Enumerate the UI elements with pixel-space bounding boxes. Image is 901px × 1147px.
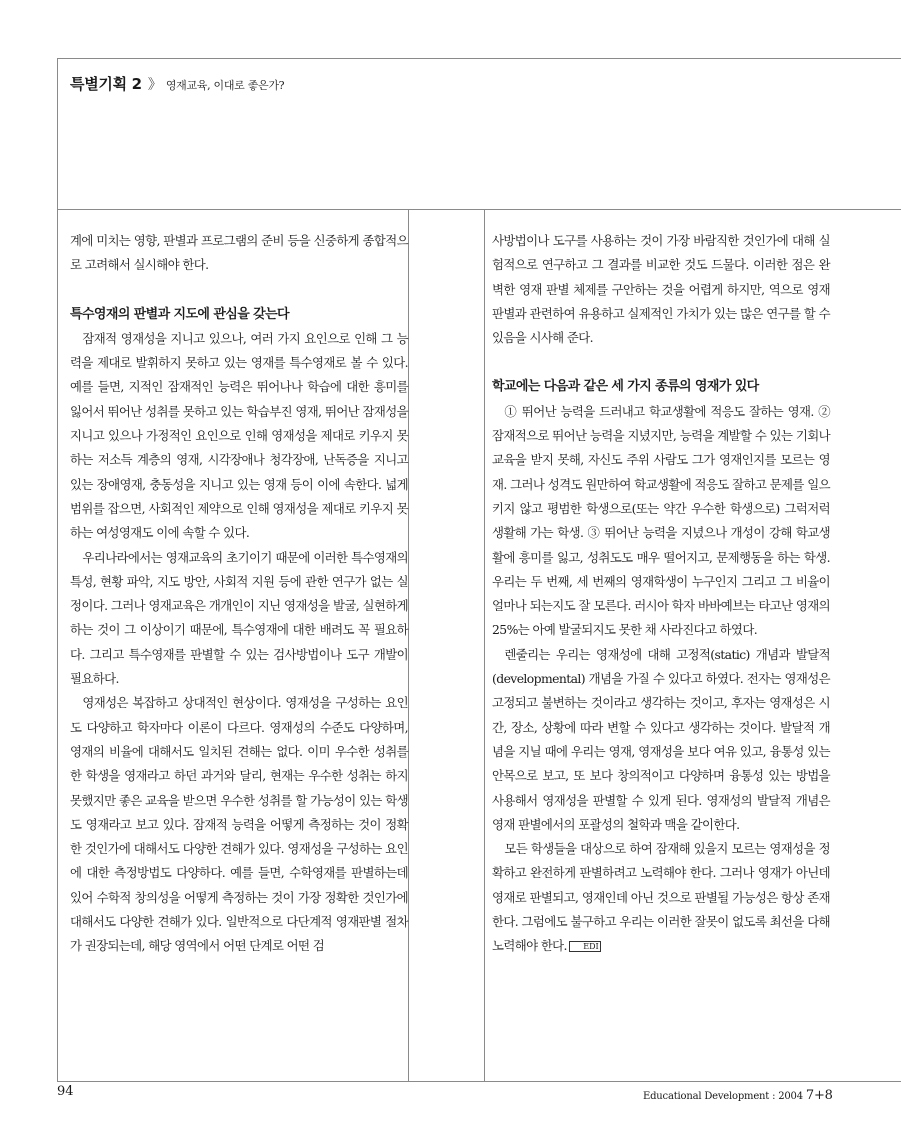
paragraph: 우리나라에서는 영재교육의 초기이기 때문에 이러한 특수영재의 특성, 현황 파악, 지도 방안, 사회적 지원 등에 관한 연구가 없는 실정이다. 그러나 영재교육은 개개인이 지닌 영재성을 발굴, 실현하게 하는 것이 그 이상이기 때문에, 특수영재에 대한 배려도 꼭 필요하다. 그리고 특수영재를 판별할 수 있는 검사방법이나 도구 개발이 필요하다.: [70, 549, 408, 687]
bottom-rule: [57, 1081, 901, 1082]
paragraph: ① 뛰어난 능력을 드러내고 학교생활에 적응도 잘하는 영재. ② 잠재적으로 뛰어난 능력을 지녔지만, 능력을 계발할 수 있는 기회나 교육을 받지 못해, 자신도 주위 사람도 그가 영재인지를 모르는 영재. 그러나 성격도 원만하여 학교생활에 적응도 잘하고 문제를 일으키지 않고 평범한 학생으로(또는 약간 우수한 학생으로) 그럭저럭 생활해 가는 학생. ③ 뛰어난 능력을 지녔으나 개성이 강해 학교생활에 흥미를 잃고, 성취도도 매우 떨어지고, 문제행동을 하는 학생. 우리는 두 번째, 세 번째의 영재학생이 누구인지 그리고 그 비율이 얼마나 되는지도 잘 모른다. 러시아 학자 바바예브는 타고난 영재의 25%는 아예 발굴되지도 못한 채 사라진다고 하였다.: [492, 403, 830, 638]
left-frame-rule: [57, 58, 58, 1081]
paragraph: 영재성은 복잡하고 상대적인 현상이다. 영재성을 구성하는 요인도 다양하고 학자마다 이론이 다르다. 영재성의 수준도 다양하며, 영재의 비율에 대해서도 일치된 견해는 없다. 이미 우수한 성취를 한 학생을 영재라고 하던 과거와 달리, 현재는 우수한 성취는 하지 못했지만 좋은 교육을 받으면 우수한 성취를 할 가능성이 있는 학생도 영재라고 보고 있다. 잠재적 능력을 어떻게 측정하는 것이 정확한 것인가에 대해서도 다양한 견해가 있다. 영재성을 구성하는 요인에 대한 측정방법도 다양하다. 예를 들면, 수학영재를 판별하는데 있어 수학적 창의성을 어떻게 측정하는 것이 가장 정확한 것인가에 대해서도 다양한 견해가 있다. 일반적으로 다단계적 영재판별 절차가 권장되는데, 해당 영역에서 어떤 단계로 어떤 검: [70, 695, 408, 954]
left-column: [70, 229, 408, 959]
journal-footer: [643, 1088, 833, 1103]
issue-number: 7+8: [805, 1088, 833, 1103]
paragraph: 렌줄리는 우리는 영재성에 대해 고정적(static) 개념과 발달적(developmental) 개념을 가질 수 있다고 하였다. 전자는 영재성은 고정되고 불변하는 것이라고 생각하는 것이고, 후자는 영재성은 시간, 장소, 상황에 따라 변할 수 있다고 생각하는 것이다. 발달적 개념을 지닐 때에 우리는 영재, 영재성을 보다 여유 있고, 융통성 있는 안목으로 보고, 또 보다 창의적이고 다양하며 융통성 있는 방법을 사용해서 영재성을 판별할 수 있게 된다. 영재성의 발달적 개념은 영재 판별에서의 포괄성의 철학과 맥을 같이한다.: [492, 646, 830, 832]
end-mark-icon: EDI: [569, 941, 601, 952]
column-rule-right: [484, 209, 485, 1081]
paragraph-final: [492, 837, 830, 958]
topic-title: 영재교육, 이대로 좋은가?: [165, 79, 285, 92]
paragraph: 잠재적 영재성을 지니고 있으나, 여러 가지 요인으로 인해 그 능력을 제대로 발휘하지 못하고 있는 영재를 특수영재로 볼 수 있다. 예를 들면, 지적인 잠재적인 능력은 뛰어나나 학습에 대한 흥미를 잃어서 뛰어난 성취를 못하고 있는 학습부진 영재, 뛰어난 잠재성을 지니고 있으나 가정적인 요인으로 인해 영재성을 제대로 키우지 못하는 저소득 계층의 영재, 시각장애나 청각장애, 난독증을 지니고 있는 장애영재, 충동성을 지니고 있는 영재 등이 이에 속한다. 넓게 범위를 잡으면, 사회적인 제약으로 인해 영재성을 제대로 키우지 못하는 여성영재도 이에 속할 수 있다.: [70, 330, 408, 541]
right-column: [492, 229, 830, 959]
page-number: 94: [57, 1084, 74, 1099]
header-bottom-rule: [57, 209, 901, 210]
column-rule-left: [408, 209, 409, 1081]
chevron-icon: 》: [147, 77, 162, 93]
top-rule: [57, 58, 901, 59]
series-title: 특별기획 2: [70, 75, 142, 93]
paragraph-text: 모든 학생들을 대상으로 하여 잠재해 있을지 모르는 영재성을 정확하고 완전하게 판별하려고 노력해야 한다. 그러나 영재가 아닌데 영재로 판별되고, 영재인데 아닌 것으로 판별될 가능성은 항상 존재한다. 그럼에도 불구하고 우리는 이러한 잘못이 없도록 최선을 다해 노력해야 한다.: [492, 841, 830, 954]
section-heading: 특수영재의 판별과 지도에 관심을 갖는다: [70, 306, 289, 322]
section-heading: 학교에는 다음과 같은 세 가지 종류의 영재가 있다: [492, 379, 759, 395]
journal-name: Educational Development : 2004: [643, 1091, 803, 1102]
paragraph: 사방법이나 도구를 사용하는 것이 가장 바람직한 것인가에 대해 실험적으로 연구하고 그 결과를 비교한 것도 드물다. 이러한 점은 완벽한 영재 판별 체제를 구안하는 것을 어렵게 하지만, 역으로 영재판별과 관련하여 유용하고 실제적인 가치가 있는 많은 연구를 할 수 있음을 시사해 준다.: [492, 233, 830, 346]
running-header: [70, 73, 284, 94]
paragraph: 계에 미치는 영향, 판별과 프로그램의 준비 등을 신중하게 종합적으로 고려해서 실시해야 한다.: [70, 233, 408, 273]
